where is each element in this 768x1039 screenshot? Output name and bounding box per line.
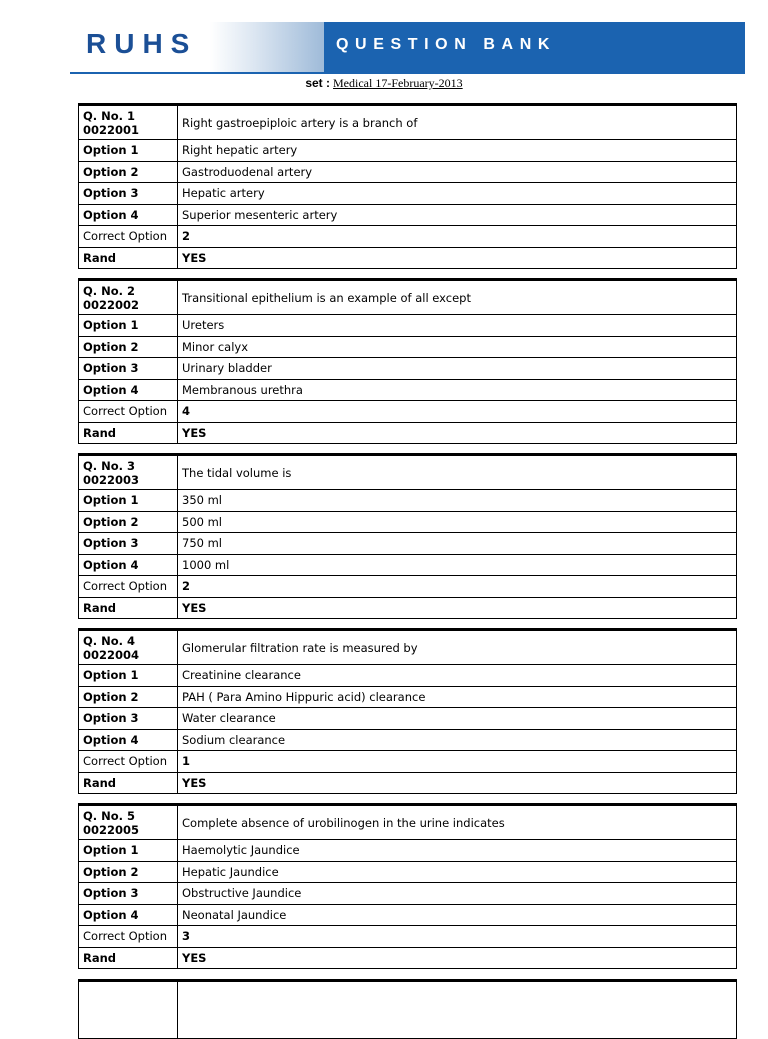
question-code: 0022003 bbox=[83, 472, 140, 487]
option-text: Membranous urethra bbox=[178, 379, 737, 401]
correct-option-value: 3 bbox=[178, 926, 737, 948]
question-row bbox=[79, 280, 737, 315]
correct-option-label: Correct Option bbox=[79, 926, 178, 948]
question-number-cell bbox=[79, 630, 178, 665]
question-number: Q. No. 2 bbox=[83, 283, 136, 298]
correct-option-value: 4 bbox=[178, 401, 737, 423]
question-number-cell bbox=[79, 455, 178, 490]
option-row bbox=[79, 511, 737, 533]
correct-option-value: 1 bbox=[178, 751, 737, 773]
option-text: Sodium clearance bbox=[178, 729, 737, 751]
option-text: Superior mesenteric artery bbox=[178, 204, 737, 226]
question-text: Complete absence of urobilinogen in the urine indicates bbox=[178, 805, 737, 840]
rand-label: Rand bbox=[79, 947, 178, 969]
option-text: Minor calyx bbox=[178, 336, 737, 358]
option-text: Obstructive Jaundice bbox=[178, 883, 737, 905]
option-label: Option 1 bbox=[79, 315, 178, 337]
correct-option-label: Correct Option bbox=[79, 751, 178, 773]
question-text: Right gastroepiploic artery is a branch of bbox=[178, 105, 737, 140]
logo-panel bbox=[70, 22, 324, 72]
option-row bbox=[79, 358, 737, 380]
rand-row bbox=[79, 947, 737, 969]
correct-option-row bbox=[79, 751, 737, 773]
option-row bbox=[79, 708, 737, 730]
question-block bbox=[78, 628, 737, 794]
option-label: Option 4 bbox=[79, 379, 178, 401]
rand-row bbox=[79, 772, 737, 794]
set-line bbox=[0, 76, 768, 91]
rand-value: YES bbox=[178, 247, 737, 269]
option-row bbox=[79, 840, 737, 862]
option-text: Haemolytic Jaundice bbox=[178, 840, 737, 862]
option-text: Gastroduodenal artery bbox=[178, 161, 737, 183]
option-text: Neonatal Jaundice bbox=[178, 904, 737, 926]
question-number-cell bbox=[79, 105, 178, 140]
rand-value: YES bbox=[178, 947, 737, 969]
option-label: Option 2 bbox=[79, 511, 178, 533]
question-number-cell bbox=[79, 280, 178, 315]
question-row bbox=[79, 105, 737, 140]
option-text: Water clearance bbox=[178, 708, 737, 730]
rand-row bbox=[79, 422, 737, 444]
option-row bbox=[79, 315, 737, 337]
option-label: Option 2 bbox=[79, 686, 178, 708]
correct-option-row bbox=[79, 926, 737, 948]
question-number: Q. No. 3 bbox=[83, 458, 136, 473]
option-label: Option 3 bbox=[79, 358, 178, 380]
question-block bbox=[78, 803, 737, 969]
option-label: Option 3 bbox=[79, 883, 178, 905]
option-text: Right hepatic artery bbox=[178, 140, 737, 162]
rand-label: Rand bbox=[79, 247, 178, 269]
column-divider bbox=[177, 982, 178, 1038]
correct-option-label: Correct Option bbox=[79, 226, 178, 248]
correct-option-row bbox=[79, 401, 737, 423]
option-label: Option 4 bbox=[79, 904, 178, 926]
option-label: Option 2 bbox=[79, 336, 178, 358]
option-label: Option 1 bbox=[79, 840, 178, 862]
question-row bbox=[79, 455, 737, 490]
option-row bbox=[79, 183, 737, 205]
question-number: Q. No. 5 bbox=[83, 808, 136, 823]
option-row bbox=[79, 490, 737, 512]
option-text: PAH ( Para Amino Hippuric acid) clearance bbox=[178, 686, 737, 708]
rand-label: Rand bbox=[79, 597, 178, 619]
option-label: Option 2 bbox=[79, 161, 178, 183]
question-text: Transitional epithelium is an example of all except bbox=[178, 280, 737, 315]
question-block bbox=[78, 103, 737, 269]
option-row bbox=[79, 533, 737, 555]
option-label: Option 1 bbox=[79, 490, 178, 512]
question-number-cell bbox=[79, 805, 178, 840]
rand-label: Rand bbox=[79, 772, 178, 794]
option-row bbox=[79, 729, 737, 751]
question-row bbox=[79, 805, 737, 840]
correct-option-value: 2 bbox=[178, 576, 737, 598]
rand-value: YES bbox=[178, 422, 737, 444]
option-row bbox=[79, 379, 737, 401]
option-label: Option 1 bbox=[79, 665, 178, 687]
question-code: 0022001 bbox=[83, 122, 140, 137]
question-text: Glomerular filtration rate is measured by bbox=[178, 630, 737, 665]
option-label: Option 4 bbox=[79, 204, 178, 226]
question-text: The tidal volume is bbox=[178, 455, 737, 490]
set-label: set : bbox=[305, 76, 331, 90]
option-label: Option 3 bbox=[79, 708, 178, 730]
option-text: Ureters bbox=[178, 315, 737, 337]
option-row bbox=[79, 140, 737, 162]
option-row bbox=[79, 861, 737, 883]
correct-option-label: Correct Option bbox=[79, 576, 178, 598]
banner-title: QUESTION BANK bbox=[336, 36, 557, 53]
option-row bbox=[79, 204, 737, 226]
title-banner bbox=[324, 22, 745, 72]
option-text: Urinary bladder bbox=[178, 358, 737, 380]
ruhs-logo: RUHS bbox=[86, 28, 198, 59]
question-code: 0022002 bbox=[83, 297, 140, 312]
option-text: 500 ml bbox=[178, 511, 737, 533]
option-row bbox=[79, 904, 737, 926]
correct-option-row bbox=[79, 226, 737, 248]
set-value: Medical 17-February-2013 bbox=[333, 76, 463, 90]
header-rule bbox=[70, 72, 745, 74]
rand-row bbox=[79, 247, 737, 269]
page-header bbox=[70, 22, 745, 74]
option-text: Hepatic Jaundice bbox=[178, 861, 737, 883]
option-label: Option 2 bbox=[79, 861, 178, 883]
correct-option-label: Correct Option bbox=[79, 401, 178, 423]
question-code: 0022004 bbox=[83, 647, 140, 662]
option-label: Option 1 bbox=[79, 140, 178, 162]
option-row bbox=[79, 336, 737, 358]
option-text: 1000 ml bbox=[178, 554, 737, 576]
rand-value: YES bbox=[178, 772, 737, 794]
option-row bbox=[79, 554, 737, 576]
option-text: 350 ml bbox=[178, 490, 737, 512]
rand-label: Rand bbox=[79, 422, 178, 444]
correct-option-row bbox=[79, 576, 737, 598]
correct-option-value: 2 bbox=[178, 226, 737, 248]
option-text: Creatinine clearance bbox=[178, 665, 737, 687]
question-number: Q. No. 4 bbox=[83, 633, 136, 648]
question-block bbox=[78, 278, 737, 444]
option-row bbox=[79, 161, 737, 183]
question-block bbox=[78, 453, 737, 619]
option-text: 750 ml bbox=[178, 533, 737, 555]
question-row bbox=[79, 630, 737, 665]
rand-value: YES bbox=[178, 597, 737, 619]
option-row bbox=[79, 686, 737, 708]
question-code: 0022005 bbox=[83, 822, 140, 837]
question-number: Q. No. 1 bbox=[83, 108, 136, 123]
option-label: Option 3 bbox=[79, 533, 178, 555]
option-row bbox=[79, 665, 737, 687]
rand-row bbox=[79, 597, 737, 619]
option-text: Hepatic artery bbox=[178, 183, 737, 205]
option-label: Option 4 bbox=[79, 729, 178, 751]
option-label: Option 4 bbox=[79, 554, 178, 576]
option-label: Option 3 bbox=[79, 183, 178, 205]
option-row bbox=[79, 883, 737, 905]
question-block-partial bbox=[78, 979, 737, 1039]
